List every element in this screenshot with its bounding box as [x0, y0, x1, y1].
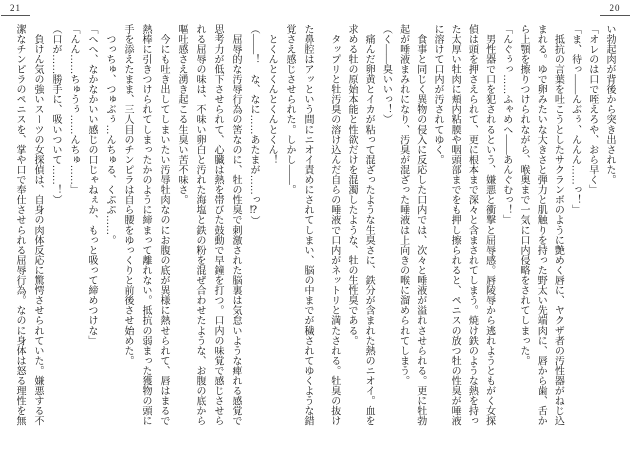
text-column: （口が……勝手に、吸いついて……！）	[50, 24, 61, 205]
text-column: た鼻腔はアッという間にニオイ責めにされてしまい、脳の中までが穢されてゆくような錯	[302, 24, 313, 426]
page-number-right: 20	[600, 3, 630, 16]
text-column: 食事と同じく異物の侵入に反応した口内では、次々と唾液が溢れさせられる。更に牡勃	[414, 24, 426, 426]
text-column: 「ま、待っ――んぶぅ、んんん……っ！」	[569, 24, 581, 215]
text-column: 「んん……ちゅうぅ……んちゅ……」	[68, 24, 79, 195]
text-column: タップリと牡汚臭の溶け込んだ自らの唾液で口内がネットリと満たされる。牡臭の抜け	[328, 24, 340, 426]
text-column: 熱棒に引きつけられてしまったかのように締まって離れない。抵抗の弱まった獲物の頭に	[140, 24, 151, 426]
text-column: 思考力が低下させられて、心臓は熱を帯びた鼓動で早鐘を打つ。口内の味覚で感じさせら	[212, 24, 223, 426]
text-column: 嘔吐感さえ湧き起こる生臭い苦不味さ。	[176, 24, 187, 205]
text-column: に溶けて口内が汚されてゆく。	[431, 24, 443, 165]
text-column: 手を添えたまま、三人目のチンピラは自ら腰をゆっくりと前後させ始めた。	[122, 24, 133, 366]
text-column: 潔なチンピラのペニスを、掌や口で奉仕させられる屈辱行為。なのに身体は怒る理性を無	[14, 24, 25, 426]
text-column: （く――臭いいっ！）	[380, 24, 392, 125]
text-column: （――！ な、なに……あたまが……っ⁉）	[248, 24, 259, 226]
text-column: つっちゅ、つゅぶぅ…んちゅる、くぷぷ……。	[104, 24, 115, 246]
text-column: 偵は頭を押さえられて、更に根本まで深々と含まされてしまう。焼け鉄のような熱を持っ	[466, 24, 478, 426]
text-column: た太厚い牡肉に頬内粘膜や咽頭部までをも押し擦られると、ペニスの放つ牡の性臭が唾液	[449, 24, 461, 426]
page-number-left: 21	[1, 3, 30, 16]
text-column: 痛んだ卵黄とイカが粘って混ざったような生臭さに、鉄分が含まれた熱のニオイ。血を	[363, 24, 375, 426]
text-column: い勃起肉が背後から突き出された。	[604, 24, 615, 185]
text-column: 抵抗の言葉を吐こうとしたサクランボのように艶めく唇に、ヤクザ者の汚性器がねじ込	[552, 24, 564, 426]
text-column: とくんとくんとくんとくん！	[266, 24, 277, 165]
page-21-text	[10, 24, 316, 426]
text-column: 負けん気の強いスーツの女探偵は、自身の肉体反応に驚愕させられていた。嫌悪する不	[32, 24, 43, 426]
text-column: 「んぐぅっ……ふゃめへ――あんぐむっ！」	[500, 24, 512, 225]
text-column: 屈辱的な汚辱行為の筈なのに、牡の性臭で刺激された脳裏は気怠いような痺れる感覚で	[230, 24, 241, 426]
text-column: れる屈辱の味は、不味い卵白と汚れた海塩と鉄の粉を混ぜ合わせたような、お腹の底から	[194, 24, 205, 426]
text-column: ら上顎を擦りつけられながら、喉奥まで一気に口内侵略をされてしまった。	[517, 24, 529, 366]
text-column: 「へへ、なかなかいい感じの口じゃねぇか、もっと吸って締めつけな」	[86, 24, 97, 346]
text-column: 「オレのは口で咥えろや、おら早く」	[586, 24, 598, 195]
text-column: 男性器で口を犯されるという、嫌悪と衝撃と屈辱感。唇陵辱から逃れようともがく女探	[483, 24, 495, 426]
text-column: 今にも吐き出してしまいたい汚辱牡肉なのにお腹の底が異様に熱せられて、唇はまるで	[158, 24, 169, 426]
text-column: 起が唾液まみれになり、汚臭が混ざった唾液は上向きの喉に溜められてしまう。	[397, 24, 409, 386]
text-column: 覚さえ感じさせられた。しかし――。	[284, 24, 295, 195]
text-column: まれる。ゆで卵みたいな大きさと弾力と肌触りを持った野太い先端肉に、唇から歯、舌か	[535, 24, 547, 426]
text-column: 求める牡の原始本能と性欲だけを混濁したような、牡の生性臭である。	[345, 24, 357, 346]
page-20-text	[326, 24, 618, 426]
